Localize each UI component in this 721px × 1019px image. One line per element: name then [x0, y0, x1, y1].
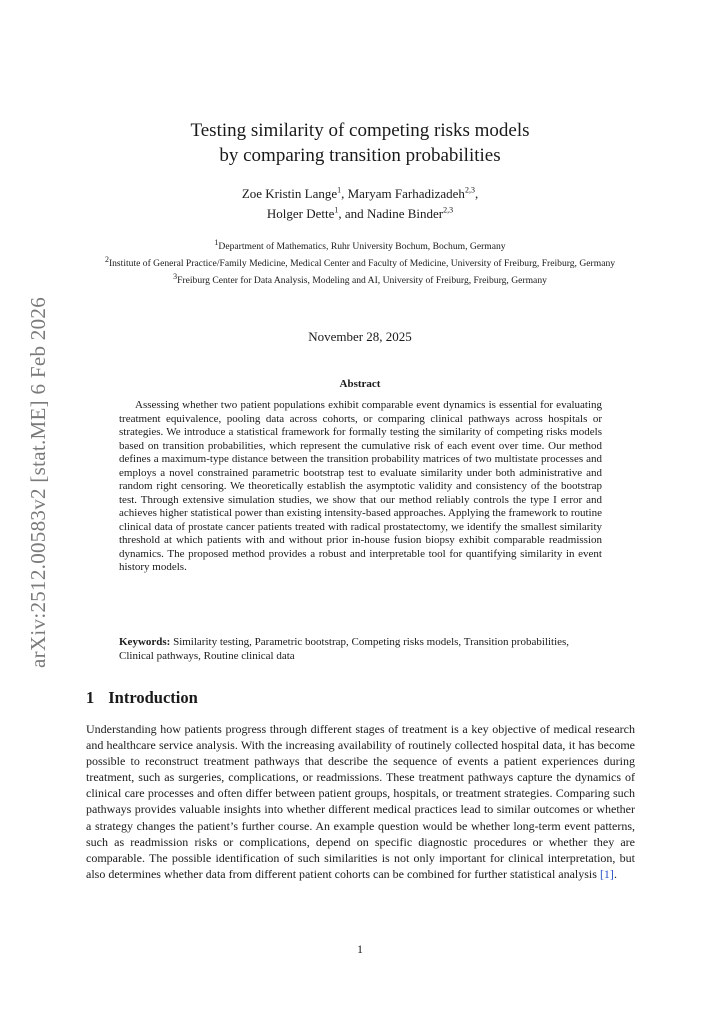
page-number: 1: [357, 942, 363, 956]
author-name: Nadine Binder: [366, 206, 444, 221]
author-affil-mark: 2,3: [443, 205, 454, 215]
author-name: Holger Dette: [266, 206, 335, 221]
keywords-label: Keywords:: [119, 636, 171, 648]
section-title: Introduction: [108, 688, 198, 707]
introduction-paragraph: [86, 721, 635, 882]
arxiv-identifier: arXiv:2512.00583v2 [stat.ME] 6 Feb 2026: [25, 297, 50, 668]
citation-link[interactable]: [1]: [599, 866, 614, 881]
affiliation-text: Department of Mathematics, Ruhr University Bochum, Bochum, Germany: [218, 241, 506, 252]
affiliation-item: [80, 237, 640, 253]
affiliations: [80, 237, 640, 291]
author-separator: ,: [341, 186, 348, 201]
intro-text: Understanding how patients progress through different stages of treatment is a key objective of medical research and healthcare service analysis. With the increasing availability of routinely collected hospital data, it has become possible to reconstruct treatment pathways that describe the sequence of events a patient experiences during treatment, such as surgeries, complications, or readmissions. These treatment pathways capture the dynamics of clinical care processes and often differ between patient groups, hospitals, or treatment strategies. Comparing such pathways provides valuable insights into whether different medical practices lead to similar outcomes or whether a strategy changes the patient’s further course. An example question would be whether long-term event patterns, such as readmission risks or complications, depend on specific diagnostic procedures or whether they are comparable. The possible identification of such similarities is not only important for clinical interpretation, but also determines whether data from different patient cohorts can be combined for further statistical analysis: [86, 722, 635, 881]
keywords-text: Similarity testing, Parametric bootstrap, Competing risks models, Transition probabilities, Clinical pathways, Routine clinical data: [119, 636, 570, 662]
author-line-1: [86, 184, 634, 204]
affiliation-text: Institute of General Practice/Family Medicine, Medical Center and Faculty of Medicine, University of Freiburg, Freiburg, Germany: [108, 258, 616, 269]
author-affil-mark: 1: [337, 185, 342, 195]
author-separator: ,: [474, 186, 479, 201]
author-affil-mark: 1: [334, 205, 339, 215]
author-separator: , and: [338, 206, 367, 221]
author-name: Zoe Kristin Lange: [241, 186, 338, 201]
author-list: [86, 184, 634, 224]
intro-end: .: [613, 866, 617, 881]
abstract-body: Assessing whether two patient populations exhibit comparable event dynamics is essential for evaluating treatment equivalence, pooling data across cohorts, or comparing clinical pathways across hospitals or strategies. We introduce a statistical framework for formally testing the similarity of competing risks models based on transition probabilities, which represent the cumulative risk of each event over time. Our method defines a maximum-type distance between the transition probability matrices of two multistate processes and employs a novel constrained parametric bootstrap test to evaluate similarity under both administrative and random right censoring. We theoretically establish the asymptotic validity and consistency of the bootstrap test. Through extensive simulation studies, we show that our method reliably controls the type I error and achieves higher statistical power than existing intensity-based approaches. Applying the framework to routine clinical data of prostate cancer patients treated with radical prostatectomy, we identify the smallest similarity threshold at which patients with and without prior in-house fusion biopsy exhibit comparable readmission dynamics. The proposed method provides a robust and interpretable tool for quantifying similarity in event history models.: [119, 399, 602, 573]
title-line-1: Testing similarity of competing risks models: [190, 120, 530, 141]
publication-date: November 28, 2025: [308, 329, 412, 344]
keywords: [119, 635, 602, 663]
arxiv-side-stamp: [16, 295, 60, 670]
affiliation-item: [80, 254, 640, 270]
author-name: Maryam Farhadizadeh: [347, 186, 465, 201]
section-number: 1: [86, 688, 95, 707]
affiliation-mark: 2: [104, 254, 109, 264]
section-heading-introduction: [86, 688, 198, 708]
paper-title: [86, 118, 634, 168]
author-line-2: [86, 204, 634, 224]
abstract-heading: Abstract: [339, 378, 381, 390]
title-line-2: by comparing transition probabilities: [219, 145, 501, 166]
affiliation-mark: 3: [173, 271, 178, 281]
affiliation-mark: 1: [214, 237, 219, 247]
affiliation-text: Freiburg Center for Data Analysis, Modeling and AI, University of Freiburg, Freiburg, Germany: [177, 275, 547, 286]
affiliation-item: [80, 271, 640, 287]
author-affil-mark: 2,3: [464, 185, 475, 195]
